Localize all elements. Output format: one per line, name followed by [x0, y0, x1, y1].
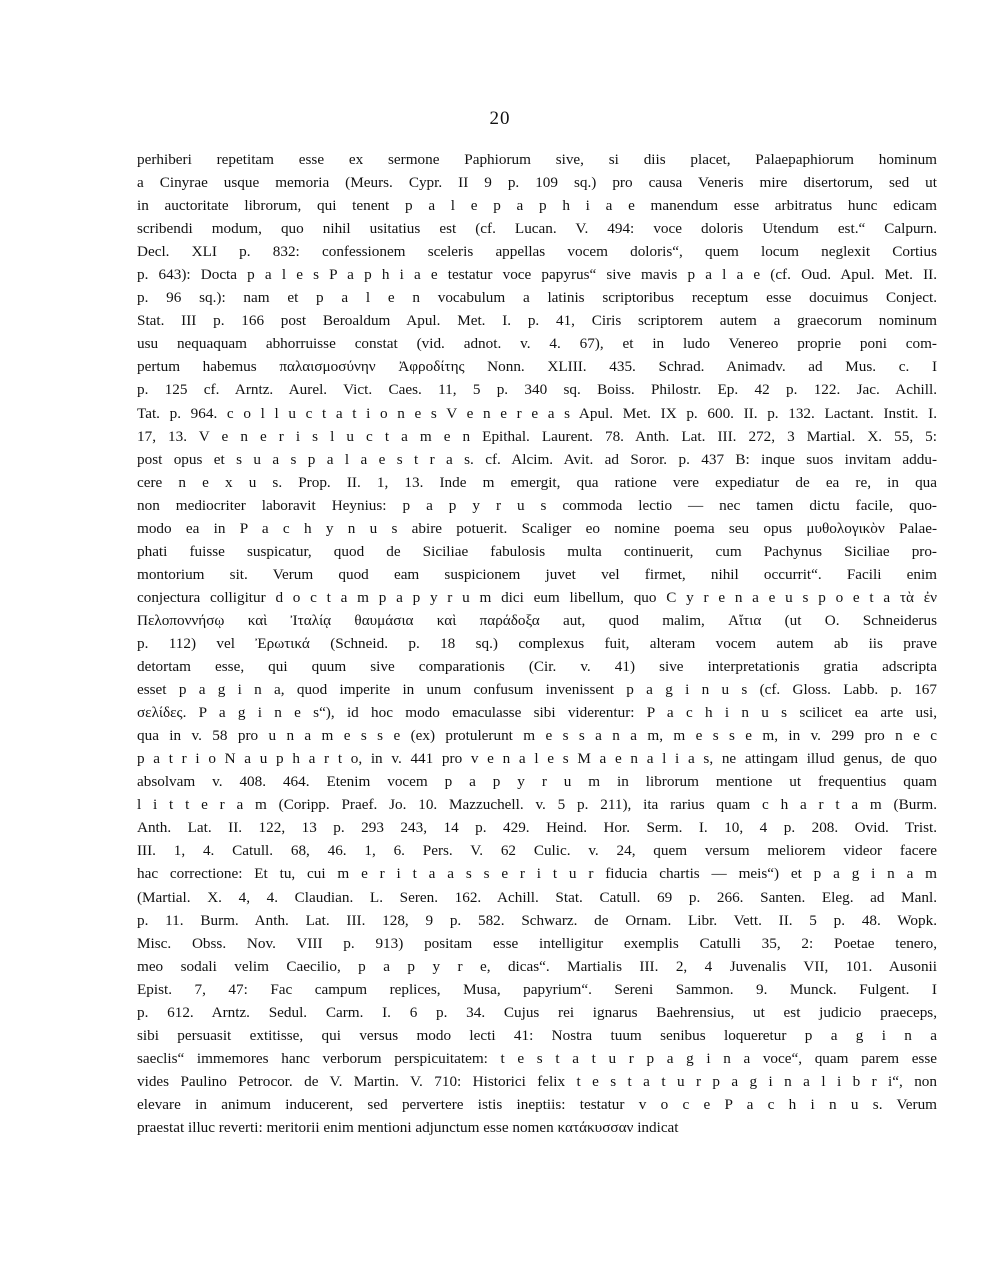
text-line: perhiberi repetitam esse ex sermone Paphiorum sive, si diis placet, Palaepaphiorum hominum — [137, 151, 937, 168]
text-line: post opus et s u a s p a l a e s t r a s. cf. Alcim. Avit. ad Soror. p. 437 B: inque suos invitam addu- — [137, 450, 937, 468]
page-number: 20 — [489, 108, 511, 129]
text-line: p a t r i o N a u p h a r t o, in v. 441 pro v e n a l e s M a e n a l i a s, ne attingam illud genus, de quo — [137, 750, 937, 768]
text-line: III. 1, 4. Catull. 68, 46. 1, 6. Pers. V. 62 Culic. v. 24, quem versum meliorem videor facere — [137, 842, 937, 860]
text-line: a Cinyrae usque memoria (Meurs. Cypr. II 9 p. 109 sq.) pro causa Veneris mire disertorum, sed ut — [137, 174, 937, 192]
text-line: saeclis“ immemores hanc verborum perspicuitatem: t e s t a t u r p a g i n a voce“, quam parem esse — [137, 1049, 937, 1067]
text-line: praestat illuc reverti: meritorii enim mentioni adjunctum esse nomen κατάκυσσαν indicat — [137, 1118, 679, 1136]
text-line: vides Paulino Petrocor. de V. Martin. V. 710: Historici felix t e s t a t u r p a g i n a l i b r i“, non — [137, 1072, 937, 1090]
text-line: sibi persuasit extitisse, qui versus modo lecti 41: Nostra tuum senibus loqueretur p a g i n a — [137, 1026, 937, 1044]
text-line: p. 612. Arntz. Sedul. Carm. I. 6 p. 34. Cujus rei ignarus Baehrensius, ut est judicio praeceps, — [137, 1003, 937, 1021]
text-line: absolvam v. 408. 464. Etenim vocem p a p y r u m in librorum mentione ut frequentius quam — [137, 773, 937, 791]
text-line: conjectura colligitur d o c t a m p a p y r u m dici eum libellum, quo C y r e n a e u s p o e t a τὰ ἐν — [137, 588, 937, 606]
text-line: phati fuisse suspicatur, quod de Siciliae fabulosis multa continuerit, cum Pachynus Siciliae pro- — [137, 542, 937, 560]
text-line: pertum habemus παλαισμοσύνην Ἀφροδίτης Nonn. XLIII. 435. Schrad. Animadv. ad Mus. c. I — [137, 358, 937, 376]
text-line: Misc. Obss. Nov. VIII p. 913) positam esse intelligitur exemplis Catulli 35, 2: Poetae tenero, — [137, 934, 937, 952]
text-line: Stat. III p. 166 post Beroaldum Apul. Met. I. p. 41, Ciris scriptorem autem a graecorum nominum — [137, 312, 937, 330]
text-line: scribendi modum, quo nihil usitatius est (cf. Lucan. V. 494: voce doloris Utendum est.“ Calpurn. — [137, 220, 937, 238]
text-line: Πελοποννήσῳ καὶ Ἰταλίᾳ θαυμάσια καὶ παράδοξα aut, quod malim, Αἴτια (ut O. Schneiderus — [137, 611, 937, 629]
text-line: σελίδες. P a g i n e s“), id hoc modo emaculasse sibi viderentur: P a c h i n u s scilicet ea arte usi, — [137, 704, 937, 722]
text-line: non mediocriter laboravit Heynius: p a p y r u s commoda lectio — nec tamen dictu facile, quo- — [137, 496, 937, 514]
text-line: modo ea in P a c h y n u s abire potuerit. Scaliger eo nomine poema seu opus μυθολογικὸν Palae- — [137, 519, 937, 537]
text-line: in auctoritate librorum, qui tenent p a l e p a p h i a e manendum esse arbitratus hunc edicam — [137, 197, 937, 215]
text-line: elevare in animum inducerent, sed pervertere istis ineptiis: testatur v o c e P a c h i n u s. Verum — [137, 1095, 937, 1113]
body-text — [137, 148, 937, 1139]
text-line: p. 96 sq.): nam et p a l e n vocabulum a latinis scriptoribus receptum esse docuimus Conject. — [137, 289, 937, 307]
text-line: p. 112) vel Ἐρωτικά (Schneid. p. 18 sq.) complexus fuit, alteram vocem autem ab iis prave — [137, 634, 937, 652]
text-line: l i t t e r a m (Coripp. Praef. Jo. 10. Mazzuchell. v. 5 p. 211), ita rarius quam c h a r t a m (Burm. — [137, 796, 937, 814]
text-line: Epist. 7, 47: Fac campum replices, Musa, papyrium“. Sereni Sammon. 9. Munck. Fulgent. I — [137, 980, 937, 998]
text-line: meo sodali velim Caecilio, p a p y r e, dicas“. Martialis III. 2, 4 Juvenalis VII, 101. Ausonii — [137, 957, 937, 975]
text-line: cere n e x u s. Prop. II. 1, 13. Inde m emergit, qua ratione vere expediatur de ea re, in qua — [137, 473, 937, 491]
text-line: usu nequaquam abhorruisse constat (vid. adnot. v. 4. 67), et in ludo Venereo proprie poni com- — [137, 335, 937, 353]
text-line: (Martial. X. 4, 4. Claudian. L. Seren. 162. Achill. Stat. Catull. 69 p. 266. Santen. Eleg. ad Manl. — [137, 888, 937, 906]
text-line: 17, 13. V e n e r i s l u c t a m e n Epithal. Laurent. 78. Anth. Lat. III. 272, 3 Martial. X. 55, 5: — [137, 427, 937, 445]
text-line: Anth. Lat. II. 122, 13 p. 293 243, 14 p. 429. Heind. Hor. Serm. I. 10, 4 p. 208. Ovid. Trist. — [137, 819, 937, 837]
text-line: Tat. p. 964. c o l l u c t a t i o n e s V e n e r e a s Apul. Met. IX p. 600. II. p. 132. Lactant. Instit. I. — [137, 404, 937, 422]
text-line: hac correctione: Et tu, cui m e r i t a a s s e r i t u r fiducia chartis — meis“) et p a g i n a m — [137, 865, 937, 883]
text-line: p. 643): Docta p a l e s P a p h i a e testatur voce papyrus“ sive mavis p a l a e (cf. Oud. Apul. Met. II. — [137, 266, 937, 284]
text-line: esset p a g i n a, quod imperite in unum confusum invenissent p a g i n u s (cf. Gloss. Labb. p. 167 — [137, 681, 937, 699]
text-line: p. 125 cf. Arntz. Aurel. Vict. Caes. 11, 5 p. 340 sq. Boiss. Philostr. Ep. 42 p. 122. Jac. Achill. — [137, 381, 937, 399]
text-line: p. 11. Burm. Anth. Lat. III. 128, 9 p. 582. Schwarz. de Ornam. Libr. Vett. II. 5 p. 48. Wopk. — [137, 911, 937, 929]
text-line: Decl. XLI p. 832: confessionem sceleris appellas vocem doloris“, quem locum neglexit Cortius — [137, 243, 937, 261]
text-line: montorium sit. Verum quod eam suspicionem juvet vel firmet, nihil occurrit“. Facili enim — [137, 565, 937, 583]
text-line: qua in v. 58 pro u n a m e s s e (ex) protulerunt m e s s a n a m, m e s s e m, in v. 299 pro n e c — [137, 727, 937, 745]
text-line: detortam esse, qui quum sive comparationis (Cir. v. 41) sive interpretationis gratia adscripta — [137, 658, 937, 676]
